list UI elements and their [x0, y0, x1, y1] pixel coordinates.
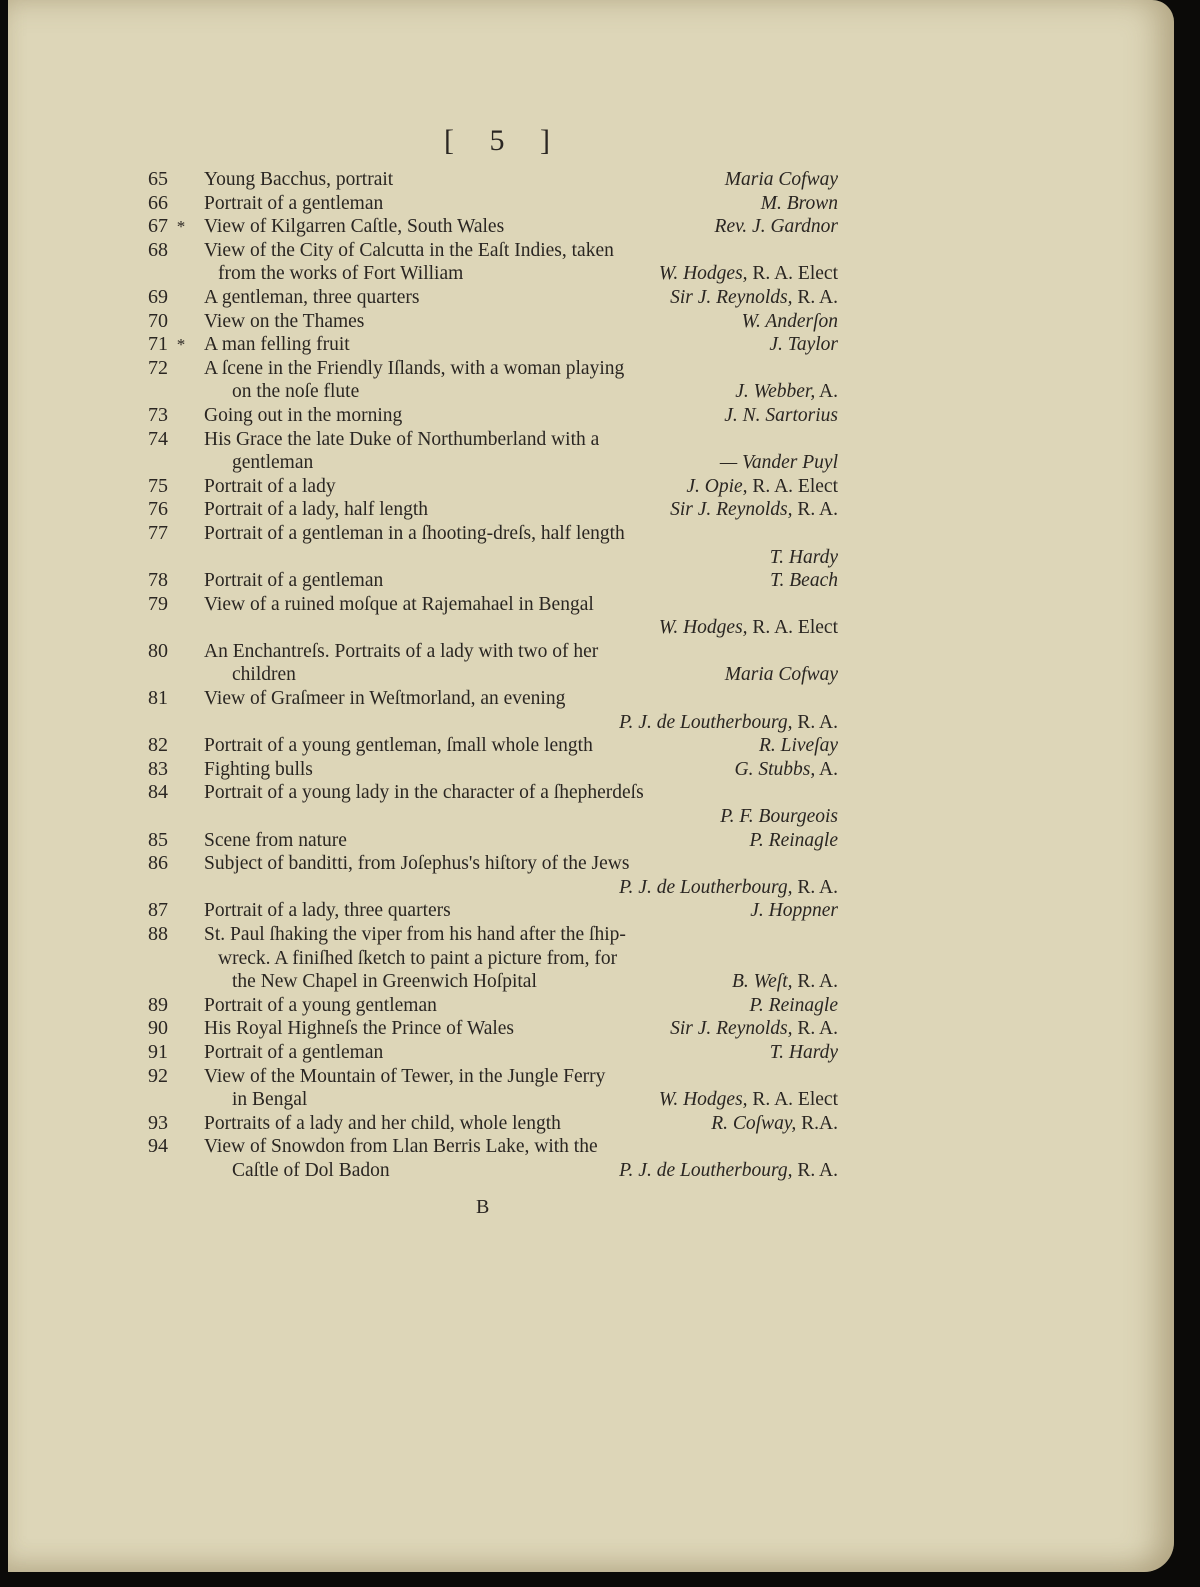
catalogue-line [108, 1017, 838, 1041]
entry-title: Portrait of a lady, half length [204, 499, 429, 521]
entry-title: Portrait of a lady, three quarters [204, 900, 451, 922]
catalogue-line [108, 357, 838, 381]
catalogue-line [108, 640, 838, 664]
entry-artist [659, 616, 838, 640]
entry-artist [720, 451, 838, 475]
entry-title: St. Paul ſhaking the viper from his hand after the ſhip- [204, 924, 626, 945]
entry-artist [750, 829, 838, 853]
entry-artist [619, 876, 838, 900]
entry-artist [750, 899, 838, 923]
entry-number: 86 [148, 852, 168, 875]
entry-title: View of a ruined moſque at Rajemahael in Bengal [204, 593, 594, 615]
entry-number: 71 [148, 333, 168, 356]
entry-number: 93 [148, 1111, 168, 1134]
catalogue-line [108, 428, 838, 452]
entry-title: Portrait of a gentleman [204, 192, 384, 214]
artist-name: T. Hardy [769, 546, 838, 568]
entry-title: A ſcene in the Friendly Iſlands, with a woman playing [204, 357, 625, 379]
entry-title: A gentleman, three quarters [204, 286, 420, 308]
catalogue-line [108, 852, 838, 876]
entry-artist [686, 475, 838, 499]
artist-name: P. Reinagle [749, 994, 838, 1016]
catalogue-line [108, 1065, 838, 1089]
new-exhibitor-mark: * [176, 217, 186, 237]
entry-number: 80 [148, 639, 168, 662]
artist-name: W. Hodges, [658, 263, 748, 285]
entry-number: 82 [148, 734, 168, 757]
entry-artist [725, 168, 838, 192]
catalogue-line [108, 994, 838, 1018]
entry-number: 69 [148, 285, 168, 308]
entry-artist [619, 1159, 838, 1183]
entry-artist [619, 711, 838, 735]
entry-title: His Grace the late Duke of Northumberland with a [204, 428, 600, 450]
entry-number: 94 [148, 1135, 168, 1158]
entry-title: View of Snowdon from Llan Berris Lake, with the [204, 1136, 598, 1158]
catalogue-line [108, 310, 838, 334]
entry-artist [670, 1017, 838, 1041]
entry-artist [725, 663, 838, 687]
catalogue-line [108, 404, 838, 428]
entry-number: 76 [148, 498, 168, 521]
catalogue-line [108, 876, 838, 900]
artist-rank: R. A. [792, 971, 838, 993]
entry-artist [770, 546, 838, 570]
entry-title: Fighting bulls [204, 758, 313, 780]
entry-title: View of Kilgarren Caſtle, South Wales [204, 216, 505, 238]
catalogue-line [108, 546, 838, 570]
entry-title: Portrait of a gentleman in a ſhooting-dreſs, half length [204, 522, 625, 544]
entry-number: 72 [148, 356, 168, 379]
entry-number: 75 [148, 474, 168, 497]
catalogue-line [108, 711, 838, 735]
entry-title: Portraits of a lady and her child, whole length [204, 1112, 561, 1134]
entry-title: His Royal Highneſs the Prince of Wales [204, 1018, 515, 1040]
entry-artist [735, 380, 838, 404]
artist-name: J. Opie, [686, 475, 748, 497]
artist-name: R. Coſway, [711, 1112, 797, 1134]
entry-title: gentleman [232, 452, 314, 474]
artist-name: P. J. de Loutherbourg, [619, 1159, 793, 1181]
entry-artist [724, 404, 838, 428]
artist-name: W. Hodges, [658, 1089, 748, 1111]
catalogue-line [108, 758, 838, 782]
catalogue-line [108, 1159, 838, 1183]
artist-name: J. Taylor [769, 334, 838, 356]
artist-name: Sir J. Reynolds, [670, 499, 793, 521]
entry-artist [750, 994, 838, 1018]
entry-title: Portrait of a gentleman [204, 1041, 384, 1063]
artist-rank: R. A. [792, 1018, 838, 1040]
signature-mark: B [476, 1196, 490, 1218]
entry-title: Subject of banditti, from Joſephus's hiſtory of the Jews [204, 853, 630, 875]
catalogue-line [108, 829, 838, 853]
artist-name: Sir J. Reynolds, [670, 1018, 793, 1040]
entry-number: 91 [148, 1040, 168, 1063]
entry-title: Portrait of a lady [204, 475, 336, 497]
entry-title: Young Bacchus, portrait [204, 169, 394, 190]
catalogue-line [108, 286, 838, 310]
entry-artist [769, 333, 838, 357]
catalogue-line [108, 1041, 838, 1065]
artist-rank: R. A. [792, 876, 838, 898]
entry-title: An Enchantreſs. Portraits of a lady with two of her [204, 640, 599, 662]
catalogue-line [108, 687, 838, 711]
entry-artist [742, 310, 838, 334]
entry-title: the New Chapel in Greenwich Hoſpital [232, 971, 537, 993]
catalogue-line [108, 663, 838, 687]
catalogue-line [108, 239, 838, 263]
artist-name: J. N. Sartorius [724, 404, 838, 426]
entry-title: View of Graſmeer in Weſtmorland, an evening [204, 688, 566, 710]
entry-title: in Bengal [232, 1089, 308, 1111]
artist-name: P. J. de Loutherbourg, [619, 876, 793, 898]
entry-number: 89 [148, 993, 168, 1016]
entry-artist [735, 758, 838, 782]
catalogue-line [108, 333, 838, 357]
entry-title: wreck. A finiſhed ſketch to paint a picture from, for [218, 947, 618, 969]
artist-name: P. F. Bourgeois [720, 806, 838, 828]
catalogue-line [108, 168, 838, 192]
entry-number: 73 [148, 403, 168, 426]
new-exhibitor-mark: * [176, 335, 186, 355]
artist-name: — Vander Puyl [719, 452, 838, 474]
entry-artist [720, 805, 838, 829]
artist-name: B. Weſt, [732, 971, 793, 993]
artist-name: Maria Cofway [724, 169, 838, 190]
artist-name: P. J. de Loutherbourg, [619, 711, 793, 733]
artist-name: W. Hodges, [658, 617, 748, 639]
catalogue-line [108, 593, 838, 617]
artist-rank: R. A. [792, 286, 838, 308]
entry-title: children [232, 664, 296, 686]
page-number: [ 5 ] [444, 124, 564, 157]
entry-number: 81 [148, 687, 168, 710]
catalogue-line [108, 215, 838, 239]
entry-title: View on the Thames [204, 310, 365, 332]
artist-name: R. Liveſay [758, 735, 838, 757]
entry-title: Caſtle of Dol Badon [232, 1159, 390, 1181]
artist-name: Sir J. Reynolds, [670, 286, 793, 308]
entry-number: 66 [148, 191, 168, 214]
entry-number: 67 [148, 215, 168, 238]
entry-number: 87 [148, 899, 168, 922]
artist-name: J. Hoppner [750, 900, 838, 922]
catalogue-line [108, 192, 838, 216]
entry-number: 68 [148, 238, 168, 261]
catalogue-line [108, 1088, 838, 1112]
entry-number: 70 [148, 309, 168, 332]
catalogue-line [108, 451, 838, 475]
entry-title: on the noſe flute [232, 381, 360, 403]
entry-artist [715, 215, 838, 239]
entry-title: Portrait of a young gentleman, ſmall whole length [204, 735, 593, 757]
catalogue-line [108, 498, 838, 522]
artist-name: M. Brown [760, 192, 838, 214]
entry-number: 88 [148, 923, 168, 945]
entry-number: 78 [148, 569, 168, 592]
catalogue-line [108, 923, 838, 947]
entry-number: 90 [148, 1017, 168, 1040]
entry-title: View of the City of Calcutta in the Eaſt Indies, taken [204, 239, 614, 261]
entry-artist [670, 498, 838, 522]
catalogue-line [108, 970, 838, 994]
entry-title: Portrait of a gentleman [204, 570, 384, 592]
catalogue-line [108, 569, 838, 593]
entry-number: 77 [148, 521, 168, 544]
entry-artist [761, 192, 838, 216]
artist-rank: R.A. [796, 1112, 838, 1134]
artist-name: Maria Cofway [724, 664, 838, 686]
entry-artist [659, 262, 838, 286]
catalogue-line [108, 475, 838, 499]
artist-name: T. Hardy [769, 1041, 838, 1063]
catalogue-line [108, 899, 838, 923]
entry-number: 84 [148, 781, 168, 804]
entry-artist [711, 1112, 838, 1136]
catalogue-line [108, 380, 838, 404]
catalogue-line [108, 262, 838, 286]
catalogue-line [108, 1135, 838, 1159]
catalogue-page [8, 0, 1174, 1572]
entry-title: View of the Mountain of Tewer, in the Jungle Ferry [204, 1065, 606, 1087]
catalogue-line [108, 1112, 838, 1136]
entry-title: Scene from nature [204, 829, 347, 851]
entry-artist [770, 569, 838, 593]
catalogue-line [108, 805, 838, 829]
entry-number: 74 [148, 427, 168, 450]
entry-number: 83 [148, 757, 168, 780]
entry-number: 79 [148, 592, 168, 615]
catalogue-entries [108, 168, 838, 1183]
catalogue-line [108, 616, 838, 640]
entry-title: from the works of Fort William [218, 263, 464, 285]
artist-rank: R. A. Elect [747, 617, 838, 639]
artist-name: G. Stubbs, [734, 758, 816, 780]
entry-artist [670, 286, 838, 310]
catalogue-line [108, 781, 838, 805]
artist-name: Rev. J. Gardnor [714, 216, 838, 238]
artist-rank: R. A. [792, 711, 838, 733]
artist-rank: A. [815, 758, 838, 780]
entry-number: 65 [148, 168, 168, 190]
artist-rank: R. A. [792, 499, 838, 521]
catalogue-line [108, 734, 838, 758]
entry-artist [770, 1041, 838, 1065]
entry-title: Going out in the morning [204, 404, 403, 426]
entry-number: 85 [148, 828, 168, 851]
artist-rank: A. [815, 381, 838, 403]
artist-name: W. Anderſon [741, 310, 838, 332]
artist-rank: R. A. Elect [747, 1089, 838, 1111]
entry-artist [759, 734, 838, 758]
entry-artist [732, 970, 838, 994]
entry-artist [659, 1088, 838, 1112]
artist-name: T. Beach [770, 570, 838, 592]
entry-title: Portrait of a young gentleman [204, 994, 437, 1016]
catalogue-line [108, 522, 838, 546]
artist-rank: R. A. Elect [747, 475, 838, 497]
entry-title: A man felling fruit [204, 334, 350, 356]
artist-rank: R. A. [792, 1159, 838, 1181]
catalogue-line [108, 947, 838, 971]
artist-name: J. Webber, [735, 381, 816, 403]
entry-number: 92 [148, 1064, 168, 1087]
entry-title: Portrait of a young lady in the character of a ſhepherdeſs [204, 782, 644, 804]
artist-rank: R. A. Elect [747, 263, 838, 285]
artist-name: P. Reinagle [749, 829, 838, 851]
